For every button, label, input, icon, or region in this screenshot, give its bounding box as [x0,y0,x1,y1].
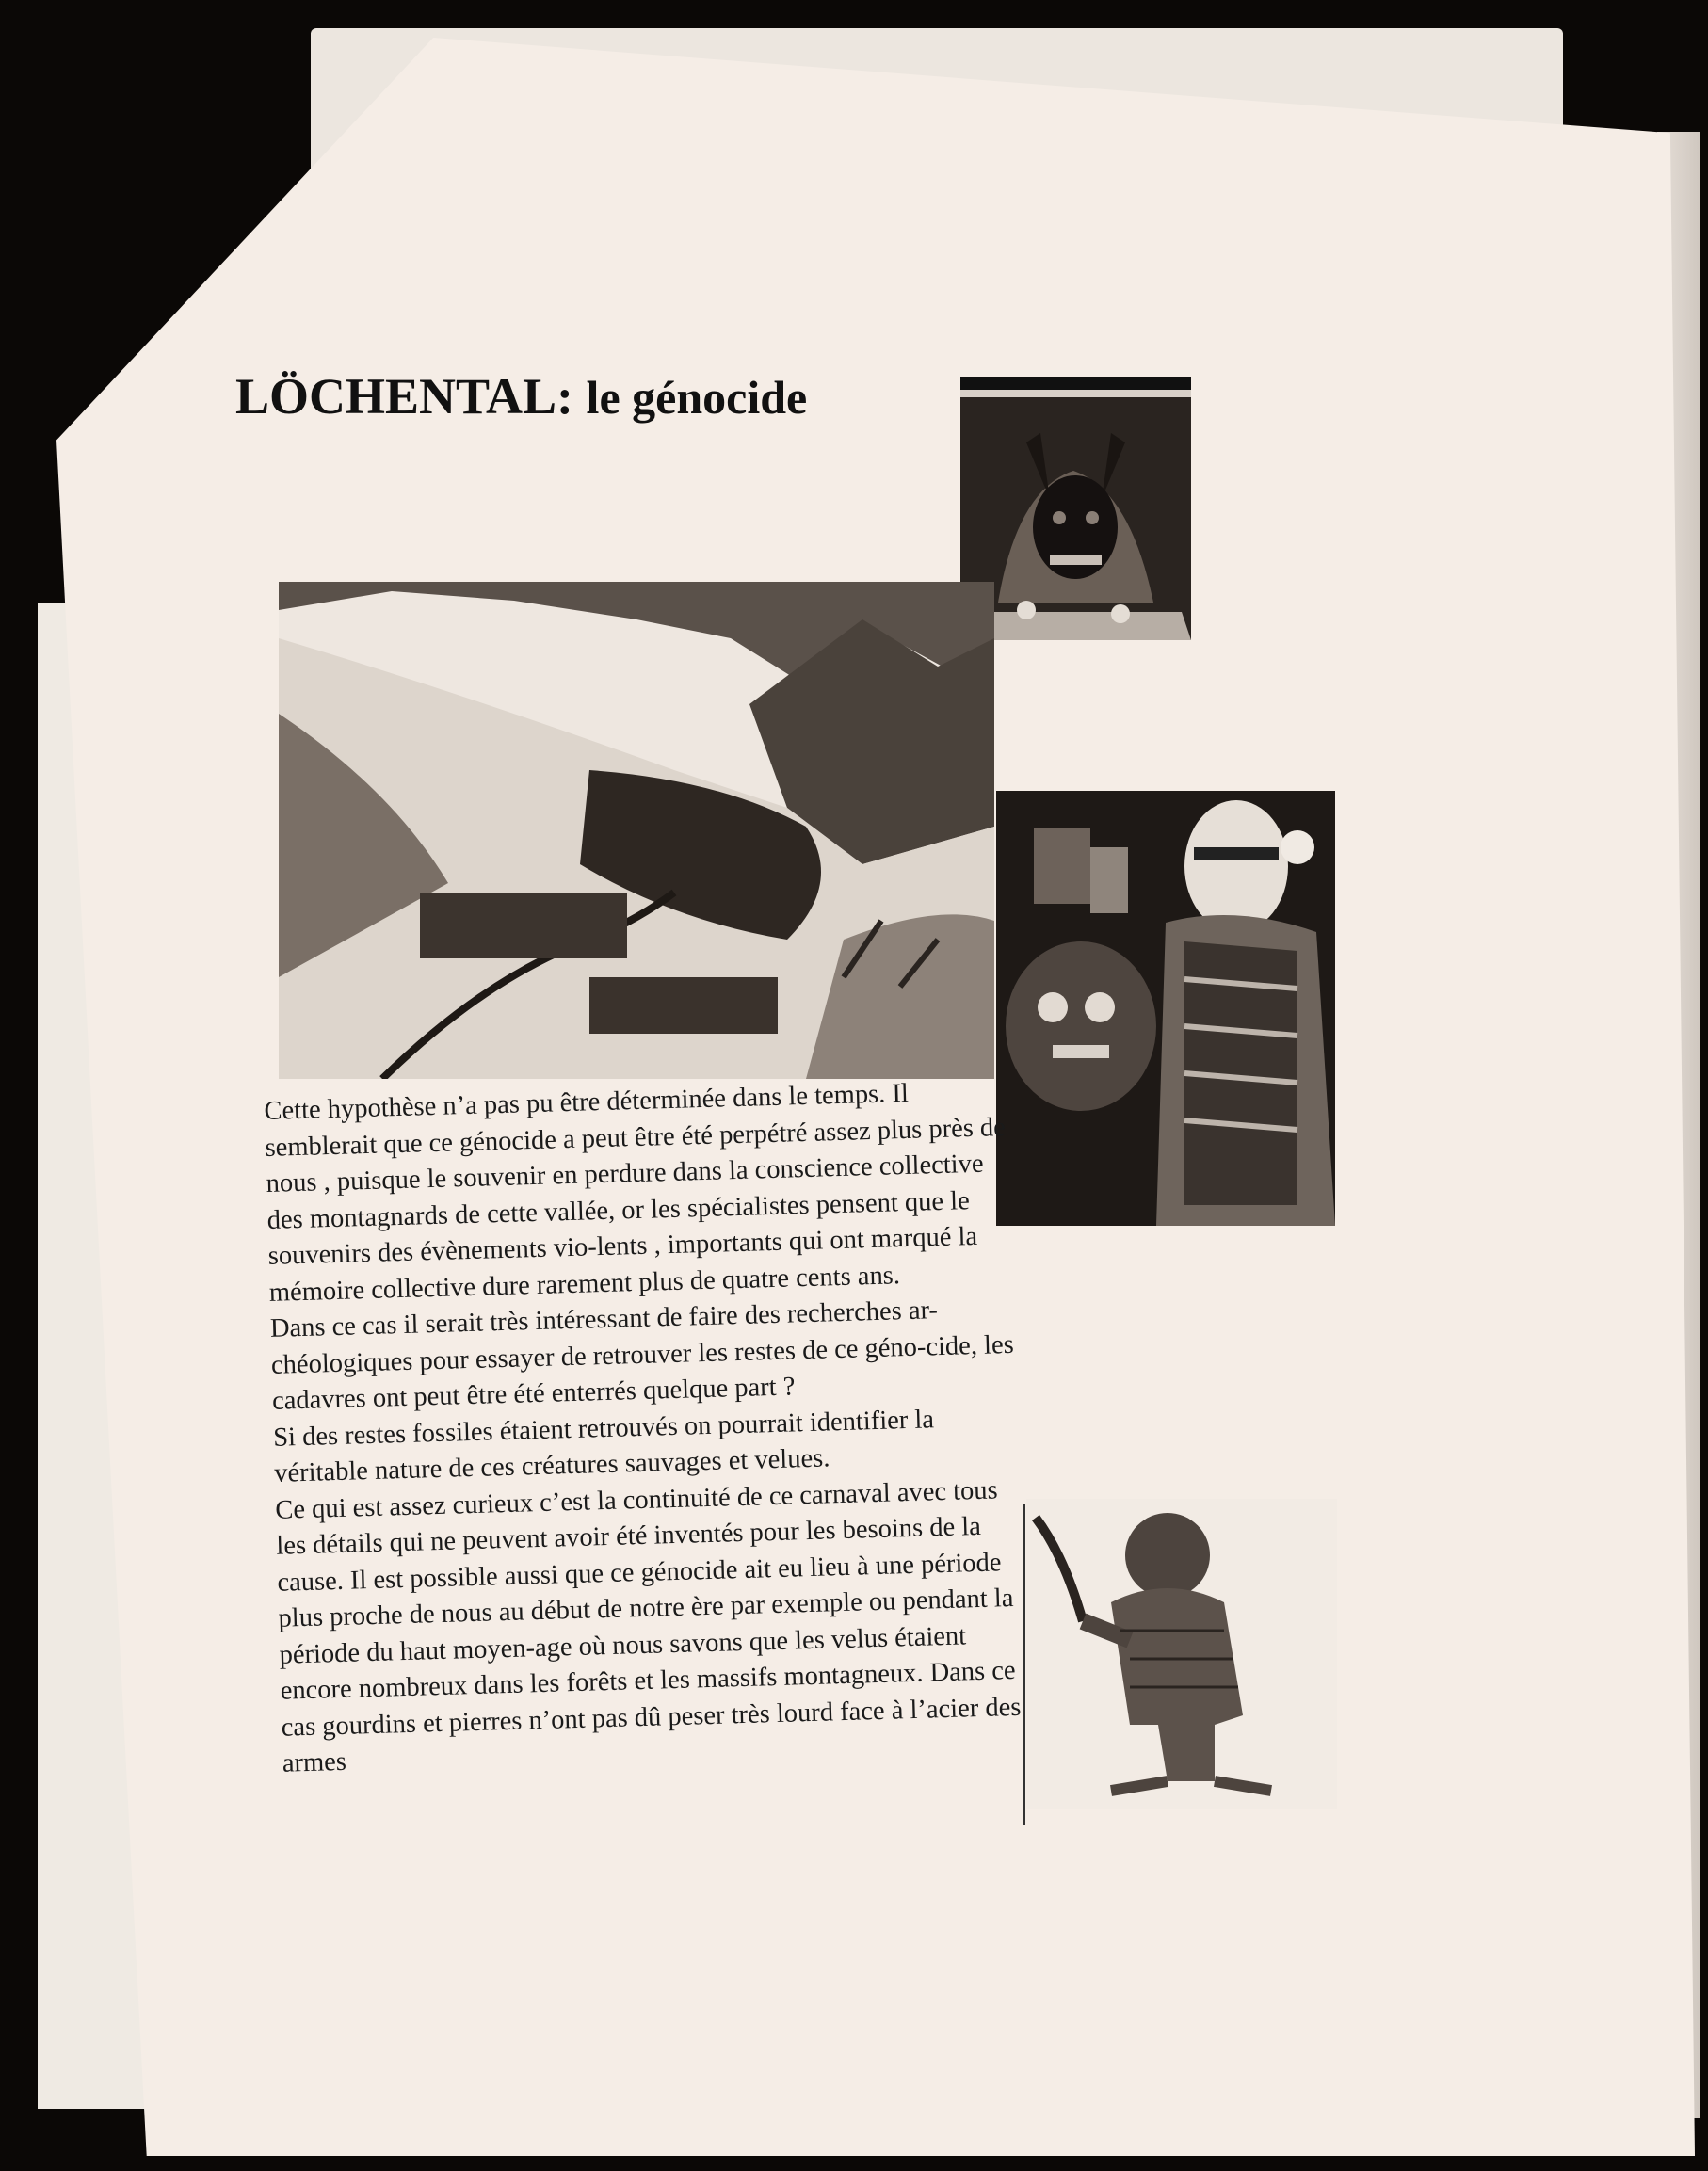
title-sub: le génocide [586,371,808,424]
man-with-masks-illustration [996,791,1335,1226]
creature-illustration [1026,1499,1337,1809]
mask-photo [960,377,1191,640]
mask-photo-illustration [960,377,1191,640]
paragraph-2: Dans ce cas il serait très intéressant de faire des recherches ar-chéologiques pour essayer de retrouver les restes de ce géno-cide, les cadavres ont peut être été enterrés quelque part ? [269,1295,1015,1416]
body-text [264,1073,1036,1783]
paragraph-3: Si des restes fossiles étaient retrouvés on pourrait identifier la véritable nature de ces créatures sauvages et velues. [272,1404,935,1488]
hairy-creature-drawing [1026,1499,1337,1809]
man-with-masks-photo [996,791,1335,1226]
page-title [235,367,807,426]
paragraph-1: Cette hypothèse n’a pas pu être déterminée dans le temps. Il semblerait que ce génocide a peut être été perpétré assez plus près de nous , puisque le souvenir en perdure dans la conscience collective des montagnards de cette vallée, or les spécialistes pensent que le souvenirs des évènements vio-lents , importants qui ont marqué la mémoire collective dure rarement plus de quatre cents ans. [264,1078,1007,1308]
valley-photo [279,582,994,1079]
title-main: LÖCHENTAL: [235,368,574,425]
paragraph-4: Ce qui est assez curieux c’est la continuité de ce carnaval avec tous les détails qui ne peuvent avoir été inventés pour les besoins de la cause. Il est possible aussi que ce génocide ait eu lieu à une période plus proche de nous au début de notre ère par exemple ou pendant la période du haut moyen-age où nous savons que les velus étaient encore nombreux dans les forêts et les massifs montagneux. Dans ce cas gourdins et pierres n’ont pas dû peser très lourd face à l’acier des armes [274,1474,1022,1778]
valley-illustration [279,582,994,1079]
